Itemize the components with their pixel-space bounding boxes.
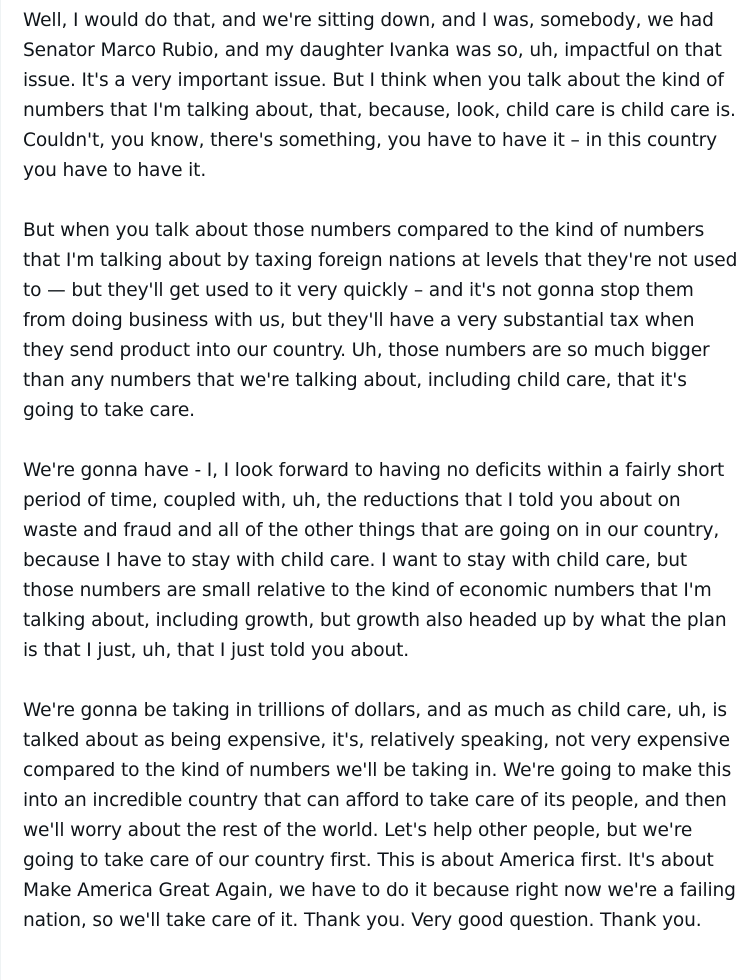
post-paragraph: We're gonna be taking in trillions of dollars, and as much as child care, uh, is talked about as being expensive, it's, relatively speaking, not very expensive compared to the kind of numbers we'll be taking in. We're going to make this into an incredible country that can afford to take care of its people, and then we'll worry about the rest of the world. Let's help other people, but we're going to take care of our country first. This is about America first. It's about Make America Great Again, we have to do it because right now we're a failing nation, so we'll take care of it. Thank you. Very good question. Thank you. <box>23 700 736 931</box>
post-paragraph: But when you talk about those numbers compared to the kind of numbers that I'm talking about by taxing foreign nations at levels that they're not used to — but they'll get used to it very quickly – and it's not gonna stop them from doing business with us, but they'll have a very substantial tax when they send product into our country. Uh, those numbers are so much bigger than any numbers that we're talking about, including child care, that it's going to take care. <box>23 220 738 421</box>
post-paragraph: Well, I would do that, and we're sitting down, and I was, somebody, we had Senator Marco Rubio, and my daughter Ivanka was so, uh, impactful on that issue. It's a very important issue. But I think when you talk about the kind of numbers that I'm talking about, that, because, look, child care is child care is. Couldn't, you know, there's something, you have to have it – in this country you have to have it. <box>23 10 736 181</box>
post-paragraph: We're gonna have - I, I look forward to having no deficits within a fairly short period of time, coupled with, uh, the reductions that I told you about on waste and fraud and all of the other things that are going on in our country, because I have to stay with child care. I want to stay with child care, but those numbers are small relative to the kind of economic numbers that I'm talking about, including growth, but growth also headed up by what the plan is that I just, uh, that I just told you about. <box>23 460 727 661</box>
